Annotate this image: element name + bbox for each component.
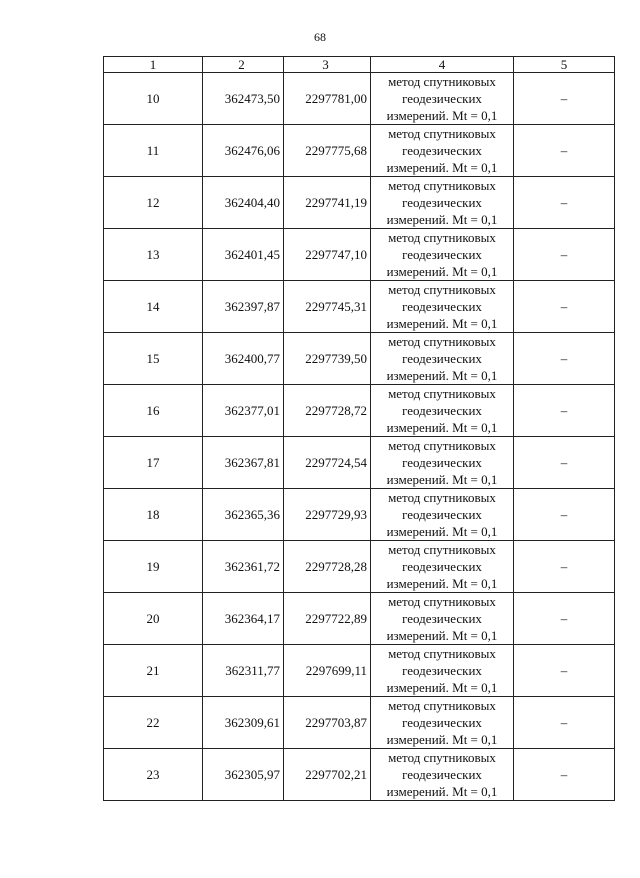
- note-cell: –: [514, 177, 615, 229]
- x-coordinate-cell: 362401,45: [203, 229, 284, 281]
- y-coordinate-cell: 2297739,50: [284, 333, 371, 385]
- method-cell: [371, 697, 514, 749]
- table-row: [104, 125, 615, 177]
- note-cell: –: [514, 645, 615, 697]
- x-coordinate-cell: 362364,17: [203, 593, 284, 645]
- x-coordinate-cell: 362377,01: [203, 385, 284, 437]
- table-row: [104, 593, 615, 645]
- method-line: метод спутниковых: [388, 750, 496, 765]
- method-line: метод спутниковых: [388, 646, 496, 661]
- method-line: измерений. Mt = 0,1: [386, 524, 498, 539]
- method-line: геодезических: [402, 663, 482, 678]
- method-cell: [371, 541, 514, 593]
- method-line: геодезических: [402, 91, 482, 106]
- point-number-cell: 23: [104, 749, 203, 801]
- x-coordinate-cell: 362311,77: [203, 645, 284, 697]
- point-number-cell: 21: [104, 645, 203, 697]
- note-cell: –: [514, 749, 615, 801]
- column-header-2: 2: [203, 57, 284, 73]
- method-line: метод спутниковых: [388, 594, 496, 609]
- method-cell: [371, 593, 514, 645]
- y-coordinate-cell: 2297699,11: [284, 645, 371, 697]
- method-line: измерений. Mt = 0,1: [386, 108, 498, 123]
- point-number-cell: 20: [104, 593, 203, 645]
- note-cell: –: [514, 385, 615, 437]
- table-row: [104, 177, 615, 229]
- x-coordinate-cell: 362397,87: [203, 281, 284, 333]
- note-cell: –: [514, 125, 615, 177]
- y-coordinate-cell: 2297724,54: [284, 437, 371, 489]
- method-line: измерений. Mt = 0,1: [386, 680, 498, 695]
- method-line: геодезических: [402, 611, 482, 626]
- page-number: 68: [314, 30, 326, 44]
- x-coordinate-cell: 362367,81: [203, 437, 284, 489]
- method-cell: [371, 385, 514, 437]
- point-number-cell: 22: [104, 697, 203, 749]
- method-line: геодезических: [402, 507, 482, 522]
- method-cell: [371, 229, 514, 281]
- method-line: метод спутниковых: [388, 282, 496, 297]
- method-cell: [371, 749, 514, 801]
- table-row: [104, 437, 615, 489]
- method-line: измерений. Mt = 0,1: [386, 784, 498, 799]
- table-row: [104, 333, 615, 385]
- y-coordinate-cell: 2297703,87: [284, 697, 371, 749]
- y-coordinate-cell: 2297722,89: [284, 593, 371, 645]
- method-line: геодезических: [402, 247, 482, 262]
- table-row: [104, 749, 615, 801]
- point-number-cell: 16: [104, 385, 203, 437]
- column-header-3: 3: [284, 57, 371, 73]
- point-number-cell: 17: [104, 437, 203, 489]
- method-line: измерений. Mt = 0,1: [386, 160, 498, 175]
- method-cell: [371, 489, 514, 541]
- method-cell: [371, 177, 514, 229]
- method-line: метод спутниковых: [388, 386, 496, 401]
- y-coordinate-cell: 2297729,93: [284, 489, 371, 541]
- method-line: измерений. Mt = 0,1: [386, 472, 498, 487]
- table-row: [104, 541, 615, 593]
- method-line: геодезических: [402, 351, 482, 366]
- method-cell: [371, 333, 514, 385]
- y-coordinate-cell: 2297728,72: [284, 385, 371, 437]
- note-cell: –: [514, 593, 615, 645]
- method-line: измерений. Mt = 0,1: [386, 628, 498, 643]
- method-line: геодезических: [402, 715, 482, 730]
- method-cell: [371, 281, 514, 333]
- method-line: метод спутниковых: [388, 74, 496, 89]
- table-body: [104, 73, 615, 801]
- method-line: измерений. Mt = 0,1: [386, 212, 498, 227]
- table-row: [104, 73, 615, 125]
- header-row: [104, 57, 615, 73]
- y-coordinate-cell: 2297702,21: [284, 749, 371, 801]
- point-number-cell: 12: [104, 177, 203, 229]
- y-coordinate-cell: 2297728,28: [284, 541, 371, 593]
- note-cell: –: [514, 437, 615, 489]
- note-cell: –: [514, 229, 615, 281]
- method-line: метод спутниковых: [388, 230, 496, 245]
- point-number-cell: 13: [104, 229, 203, 281]
- method-line: метод спутниковых: [388, 698, 496, 713]
- note-cell: –: [514, 489, 615, 541]
- x-coordinate-cell: 362473,50: [203, 73, 284, 125]
- y-coordinate-cell: 2297745,31: [284, 281, 371, 333]
- point-number-cell: 19: [104, 541, 203, 593]
- method-cell: [371, 73, 514, 125]
- y-coordinate-cell: 2297747,10: [284, 229, 371, 281]
- table-row: [104, 385, 615, 437]
- x-coordinate-cell: 362309,61: [203, 697, 284, 749]
- method-line: измерений. Mt = 0,1: [386, 732, 498, 747]
- method-line: метод спутниковых: [388, 334, 496, 349]
- note-cell: –: [514, 281, 615, 333]
- x-coordinate-cell: 362476,06: [203, 125, 284, 177]
- method-line: метод спутниковых: [388, 490, 496, 505]
- note-cell: –: [514, 333, 615, 385]
- column-header-1: 1: [104, 57, 203, 73]
- x-coordinate-cell: 362305,97: [203, 749, 284, 801]
- method-line: измерений. Mt = 0,1: [386, 420, 498, 435]
- method-line: геодезических: [402, 767, 482, 782]
- method-line: измерений. Mt = 0,1: [386, 368, 498, 383]
- y-coordinate-cell: 2297775,68: [284, 125, 371, 177]
- y-coordinate-cell: 2297781,00: [284, 73, 371, 125]
- note-cell: –: [514, 541, 615, 593]
- method-line: метод спутниковых: [388, 438, 496, 453]
- point-number-cell: 14: [104, 281, 203, 333]
- note-cell: –: [514, 73, 615, 125]
- table-row: [104, 489, 615, 541]
- y-coordinate-cell: 2297741,19: [284, 177, 371, 229]
- x-coordinate-cell: 362400,77: [203, 333, 284, 385]
- table-row: [104, 281, 615, 333]
- x-coordinate-cell: 362361,72: [203, 541, 284, 593]
- column-header-4: 4: [371, 57, 514, 73]
- method-line: измерений. Mt = 0,1: [386, 316, 498, 331]
- column-header-5: 5: [514, 57, 615, 73]
- method-line: геодезических: [402, 299, 482, 314]
- table-row: [104, 645, 615, 697]
- table-row: [104, 229, 615, 281]
- coordinates-table: [103, 56, 615, 801]
- method-line: геодезических: [402, 195, 482, 210]
- method-line: геодезических: [402, 403, 482, 418]
- method-line: измерений. Mt = 0,1: [386, 576, 498, 591]
- method-cell: [371, 645, 514, 697]
- method-line: метод спутниковых: [388, 542, 496, 557]
- method-cell: [371, 437, 514, 489]
- note-cell: –: [514, 697, 615, 749]
- method-line: геодезических: [402, 559, 482, 574]
- x-coordinate-cell: 362365,36: [203, 489, 284, 541]
- point-number-cell: 18: [104, 489, 203, 541]
- method-line: геодезических: [402, 455, 482, 470]
- table-row: [104, 697, 615, 749]
- method-cell: [371, 125, 514, 177]
- point-number-cell: 11: [104, 125, 203, 177]
- method-line: метод спутниковых: [388, 126, 496, 141]
- x-coordinate-cell: 362404,40: [203, 177, 284, 229]
- method-line: метод спутниковых: [388, 178, 496, 193]
- point-number-cell: 15: [104, 333, 203, 385]
- point-number-cell: 10: [104, 73, 203, 125]
- method-line: геодезических: [402, 143, 482, 158]
- method-line: измерений. Mt = 0,1: [386, 264, 498, 279]
